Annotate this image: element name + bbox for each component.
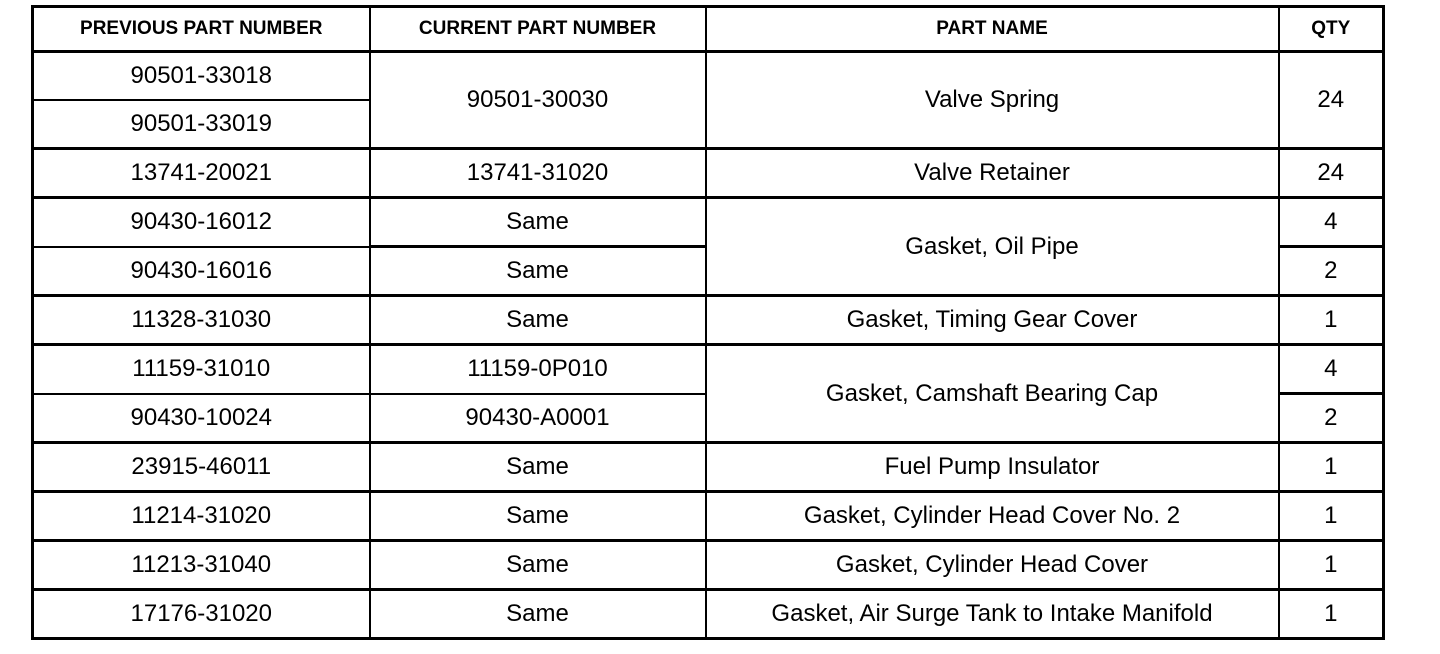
current-part-number: Same (370, 198, 706, 247)
qty: 1 (1279, 492, 1384, 541)
qty: 1 (1279, 443, 1384, 492)
qty: 4 (1279, 198, 1384, 247)
part-name: Gasket, Camshaft Bearing Cap (706, 345, 1279, 443)
part-name: Gasket, Timing Gear Cover (706, 296, 1279, 345)
part-name: Valve Retainer (706, 149, 1279, 198)
previous-part-number: 90430-16012 (33, 198, 370, 247)
table-header-row (33, 7, 1384, 52)
current-part-number: Same (370, 296, 706, 345)
header-current-part-number: CURRENT PART NUMBER (370, 7, 706, 52)
qty: 4 (1279, 345, 1384, 394)
previous-part-number: 11159-31010 (33, 345, 370, 394)
qty: 1 (1279, 541, 1384, 590)
header-previous-part-number: PREVIOUS PART NUMBER (33, 7, 370, 52)
part-name: Valve Spring (706, 52, 1279, 149)
table-row (33, 198, 1384, 247)
qty: 2 (1279, 394, 1384, 443)
previous-part-number: 11214-31020 (33, 492, 370, 541)
table-row (33, 149, 1384, 198)
current-part-number: Same (370, 590, 706, 639)
header-qty: QTY (1279, 7, 1384, 52)
previous-part-number: 11328-31030 (33, 296, 370, 345)
table-row (33, 296, 1384, 345)
previous-part-number: 90501-33019 (33, 100, 370, 149)
previous-part-number: 90430-16016 (33, 247, 370, 296)
previous-part-number: 11213-31040 (33, 541, 370, 590)
qty: 1 (1279, 590, 1384, 639)
qty: 2 (1279, 247, 1384, 296)
current-part-number: Same (370, 247, 706, 296)
part-name: Gasket, Oil Pipe (706, 198, 1279, 296)
part-name: Gasket, Air Surge Tank to Intake Manifold (706, 590, 1279, 639)
previous-part-number: 23915-46011 (33, 443, 370, 492)
current-part-number: 90501-30030 (370, 52, 706, 149)
previous-part-number: 17176-31020 (33, 590, 370, 639)
part-name: Fuel Pump Insulator (706, 443, 1279, 492)
header-part-name: PART NAME (706, 7, 1279, 52)
part-name: Gasket, Cylinder Head Cover No. 2 (706, 492, 1279, 541)
current-part-number: 11159-0P010 (370, 345, 706, 394)
previous-part-number: 90501-33018 (33, 52, 370, 101)
qty: 1 (1279, 296, 1384, 345)
table-row (33, 590, 1384, 639)
current-part-number: Same (370, 492, 706, 541)
table-row (33, 443, 1384, 492)
current-part-number: 13741-31020 (370, 149, 706, 198)
table-row (33, 52, 1384, 101)
current-part-number: 90430-A0001 (370, 394, 706, 443)
parts-table (31, 5, 1385, 640)
previous-part-number: 13741-20021 (33, 149, 370, 198)
table-row (33, 345, 1384, 394)
table-row (33, 541, 1384, 590)
current-part-number: Same (370, 443, 706, 492)
qty: 24 (1279, 52, 1384, 149)
part-name: Gasket, Cylinder Head Cover (706, 541, 1279, 590)
qty: 24 (1279, 149, 1384, 198)
current-part-number: Same (370, 541, 706, 590)
table-row (33, 492, 1384, 541)
previous-part-number: 90430-10024 (33, 394, 370, 443)
